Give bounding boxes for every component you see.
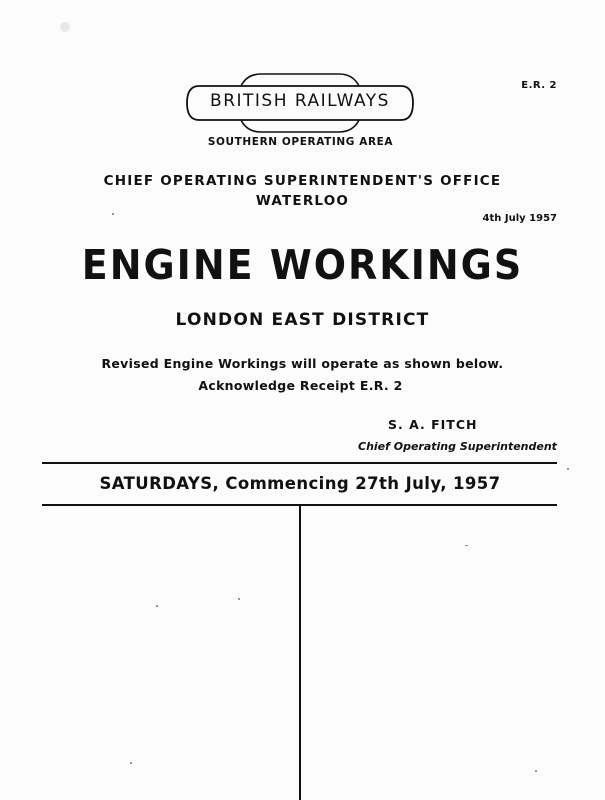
section-heading: SATURDAYS, Commencing 27th July, 1957 xyxy=(99,474,501,493)
notice-line: Revised Engine Workings will operate as shown below. xyxy=(101,356,504,371)
paper-mark xyxy=(567,468,569,470)
signatory-name: S. A. FITCH xyxy=(388,417,478,432)
logo-text: BRITISH RAILWAYS xyxy=(210,91,390,111)
paper-mark xyxy=(465,545,468,546)
paper-mark xyxy=(156,605,158,607)
reference-code: E.R. 2 xyxy=(521,80,557,91)
paper-mark xyxy=(535,770,537,772)
paper-mark xyxy=(112,213,114,215)
operating-area: SOUTHERN OPERATING AREA xyxy=(207,136,394,148)
british-railways-logo xyxy=(185,72,415,134)
paper-mark xyxy=(60,22,70,32)
top-rule xyxy=(42,462,557,464)
main-title: ENGINE WORKINGS xyxy=(81,241,524,289)
issue-date: 4th July 1957 xyxy=(482,213,557,224)
office-location: WATERLOO xyxy=(255,193,350,209)
district-title: LONDON EAST DISTRICT xyxy=(175,310,430,330)
office-name: CHIEF OPERATING SUPERINTENDENT'S OFFICE xyxy=(103,173,502,189)
acknowledge-line: Acknowledge Receipt E.R. 2 xyxy=(198,378,403,393)
paper-mark xyxy=(238,598,240,600)
paper-mark xyxy=(130,762,132,764)
signatory-title: Chief Operating Superintendent xyxy=(358,440,557,453)
column-divider xyxy=(299,506,301,800)
